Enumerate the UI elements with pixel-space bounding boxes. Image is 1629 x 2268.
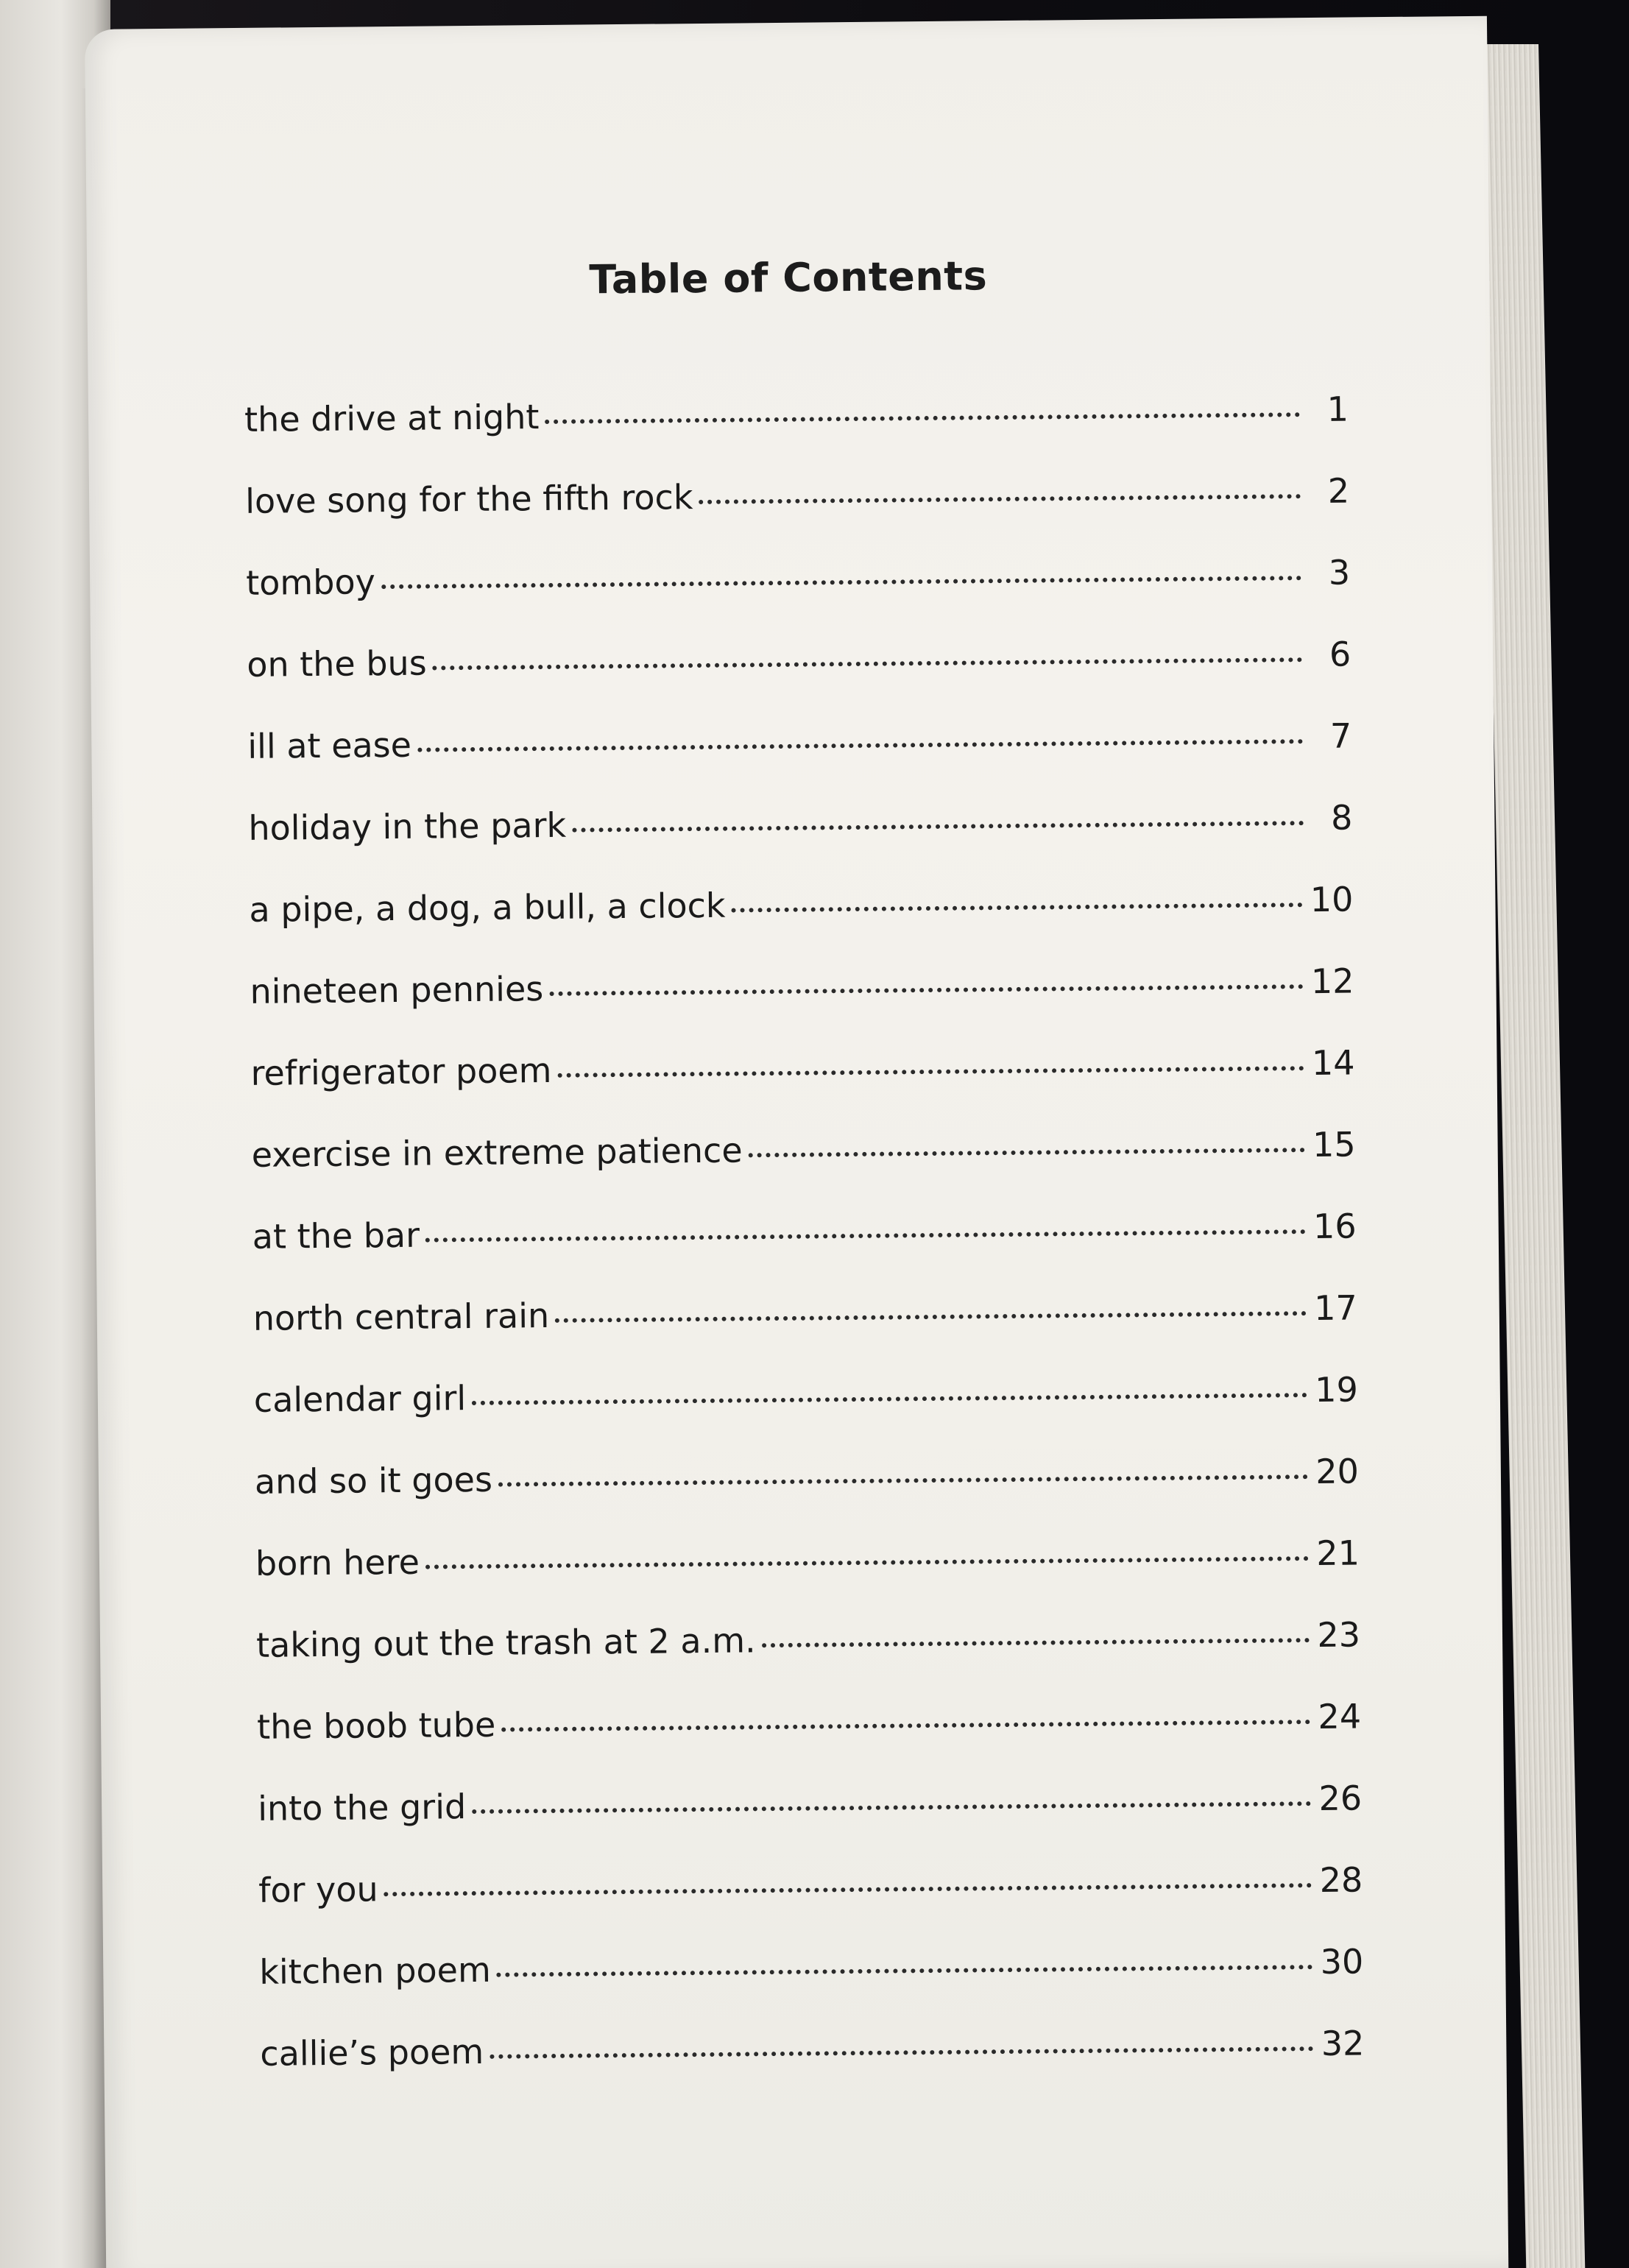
toc-entry-title: callie’s poem: [260, 2031, 484, 2074]
toc-entry-title: and so it goes: [254, 1459, 493, 1502]
toc-entry-page-number: 16: [1312, 1206, 1357, 1247]
dot-leader: [555, 1296, 1307, 1323]
toc-entry: [256, 1614, 1361, 1706]
dot-leader: [557, 1051, 1304, 1078]
toc-entry: [247, 635, 1351, 727]
toc-entry-page-number: 6: [1329, 634, 1351, 674]
toc-entry: [257, 1696, 1362, 1788]
dot-leader: [432, 643, 1302, 670]
book-page: [85, 16, 1508, 2268]
toc-entry: [253, 1287, 1358, 1379]
toc-entry: [248, 798, 1353, 890]
toc-entry-page-number: 3: [1328, 552, 1351, 593]
toc-entry: [255, 1451, 1360, 1543]
toc-entry-title: love song for the fifth rock: [244, 477, 693, 521]
dot-leader: [731, 888, 1303, 912]
toc-entry-title: exercise in extreme patience: [251, 1130, 743, 1175]
toc-entry-page-number: 8: [1330, 797, 1353, 838]
dot-leader: [699, 479, 1301, 504]
dot-leader: [425, 1541, 1310, 1569]
toc-entry-title: a pipe, a dog, a bull, a clock: [249, 885, 726, 930]
toc-entry-title: born here: [255, 1541, 420, 1583]
toc-entry-page-number: 1: [1326, 389, 1349, 429]
toc-entry-title: on the bus: [247, 643, 427, 685]
toc-entry-page-number: 23: [1317, 1614, 1361, 1656]
toc-entry: [255, 1533, 1360, 1625]
toc-entry-page-number: 26: [1318, 1778, 1363, 1819]
dot-leader: [472, 1378, 1307, 1405]
page-title: Table of Contents: [589, 252, 988, 303]
toc-entry-page-number: 17: [1313, 1287, 1358, 1329]
toc-entry-page-number: 24: [1318, 1696, 1362, 1737]
toc-entry-page-number: 12: [1310, 961, 1354, 1002]
toc-entry: [259, 1941, 1364, 2033]
dot-leader: [472, 1787, 1312, 1814]
toc-entry-page-number: 30: [1320, 1941, 1364, 1982]
dot-leader: [417, 724, 1304, 752]
toc-entry: [246, 553, 1351, 645]
toc-entry-title: ill at ease: [247, 724, 412, 766]
toc-entry-title: holiday in the park: [248, 805, 567, 848]
toc-entry-title: calendar girl: [253, 1378, 467, 1420]
toc-entry-page-number: 21: [1316, 1533, 1360, 1574]
dot-leader: [490, 2032, 1314, 2059]
toc-entry-title: at the bar: [252, 1215, 420, 1257]
toc-entry-page-number: 20: [1315, 1451, 1360, 1492]
dot-leader: [761, 1623, 1310, 1647]
table-of-contents: [244, 389, 1365, 2116]
toc-entry-title: kitchen poem: [259, 1949, 492, 1992]
dot-leader: [381, 561, 1302, 589]
toc-entry-page-number: 28: [1319, 1859, 1363, 1901]
toc-entry: [244, 389, 1349, 481]
toc-entry-title: the boob tube: [256, 1704, 496, 1747]
toc-entry-title: north central rain: [252, 1296, 550, 1338]
toc-entry-page-number: 2: [1327, 470, 1350, 511]
toc-entry-page-number: 14: [1311, 1042, 1355, 1084]
toc-entry: [251, 1124, 1356, 1216]
dot-leader: [497, 1950, 1313, 1977]
toc-entry: [245, 471, 1350, 563]
toc-entry-page-number: 15: [1312, 1124, 1356, 1165]
toc-entry-page-number: 10: [1310, 879, 1354, 920]
toc-entry-title: into the grid: [257, 1787, 467, 1829]
dot-leader: [545, 398, 1300, 424]
toc-entry-title: for you: [258, 1869, 378, 1910]
toc-entry-title: the drive at night: [244, 397, 540, 439]
toc-entry: [250, 961, 1354, 1053]
toc-entry-title: taking out the trash at 2 a.m.: [255, 1620, 756, 1665]
toc-entry-page-number: 32: [1321, 2023, 1365, 2064]
toc-entry: [247, 716, 1352, 808]
toc-entry: [254, 1369, 1359, 1461]
toc-entry-title: refrigerator poem: [250, 1050, 552, 1093]
dot-leader: [572, 806, 1304, 833]
dot-leader: [549, 969, 1304, 996]
toc-entry: [260, 2023, 1365, 2115]
toc-entry-page-number: 7: [1329, 716, 1352, 756]
toc-entry: [258, 1859, 1363, 1951]
toc-entry-title: tomboy: [245, 562, 376, 603]
toc-entry-page-number: 19: [1315, 1369, 1359, 1410]
dot-leader: [748, 1133, 1305, 1157]
dot-leader: [425, 1215, 1306, 1242]
toc-entry: [250, 1043, 1355, 1135]
dot-leader: [501, 1705, 1311, 1732]
dot-leader: [498, 1460, 1309, 1487]
toc-entry: [258, 1778, 1363, 1870]
toc-entry-title: nineteen pennies: [250, 969, 544, 1011]
toc-entry: [249, 880, 1354, 972]
toc-entry: [252, 1206, 1357, 1298]
dot-leader: [384, 1868, 1312, 1896]
